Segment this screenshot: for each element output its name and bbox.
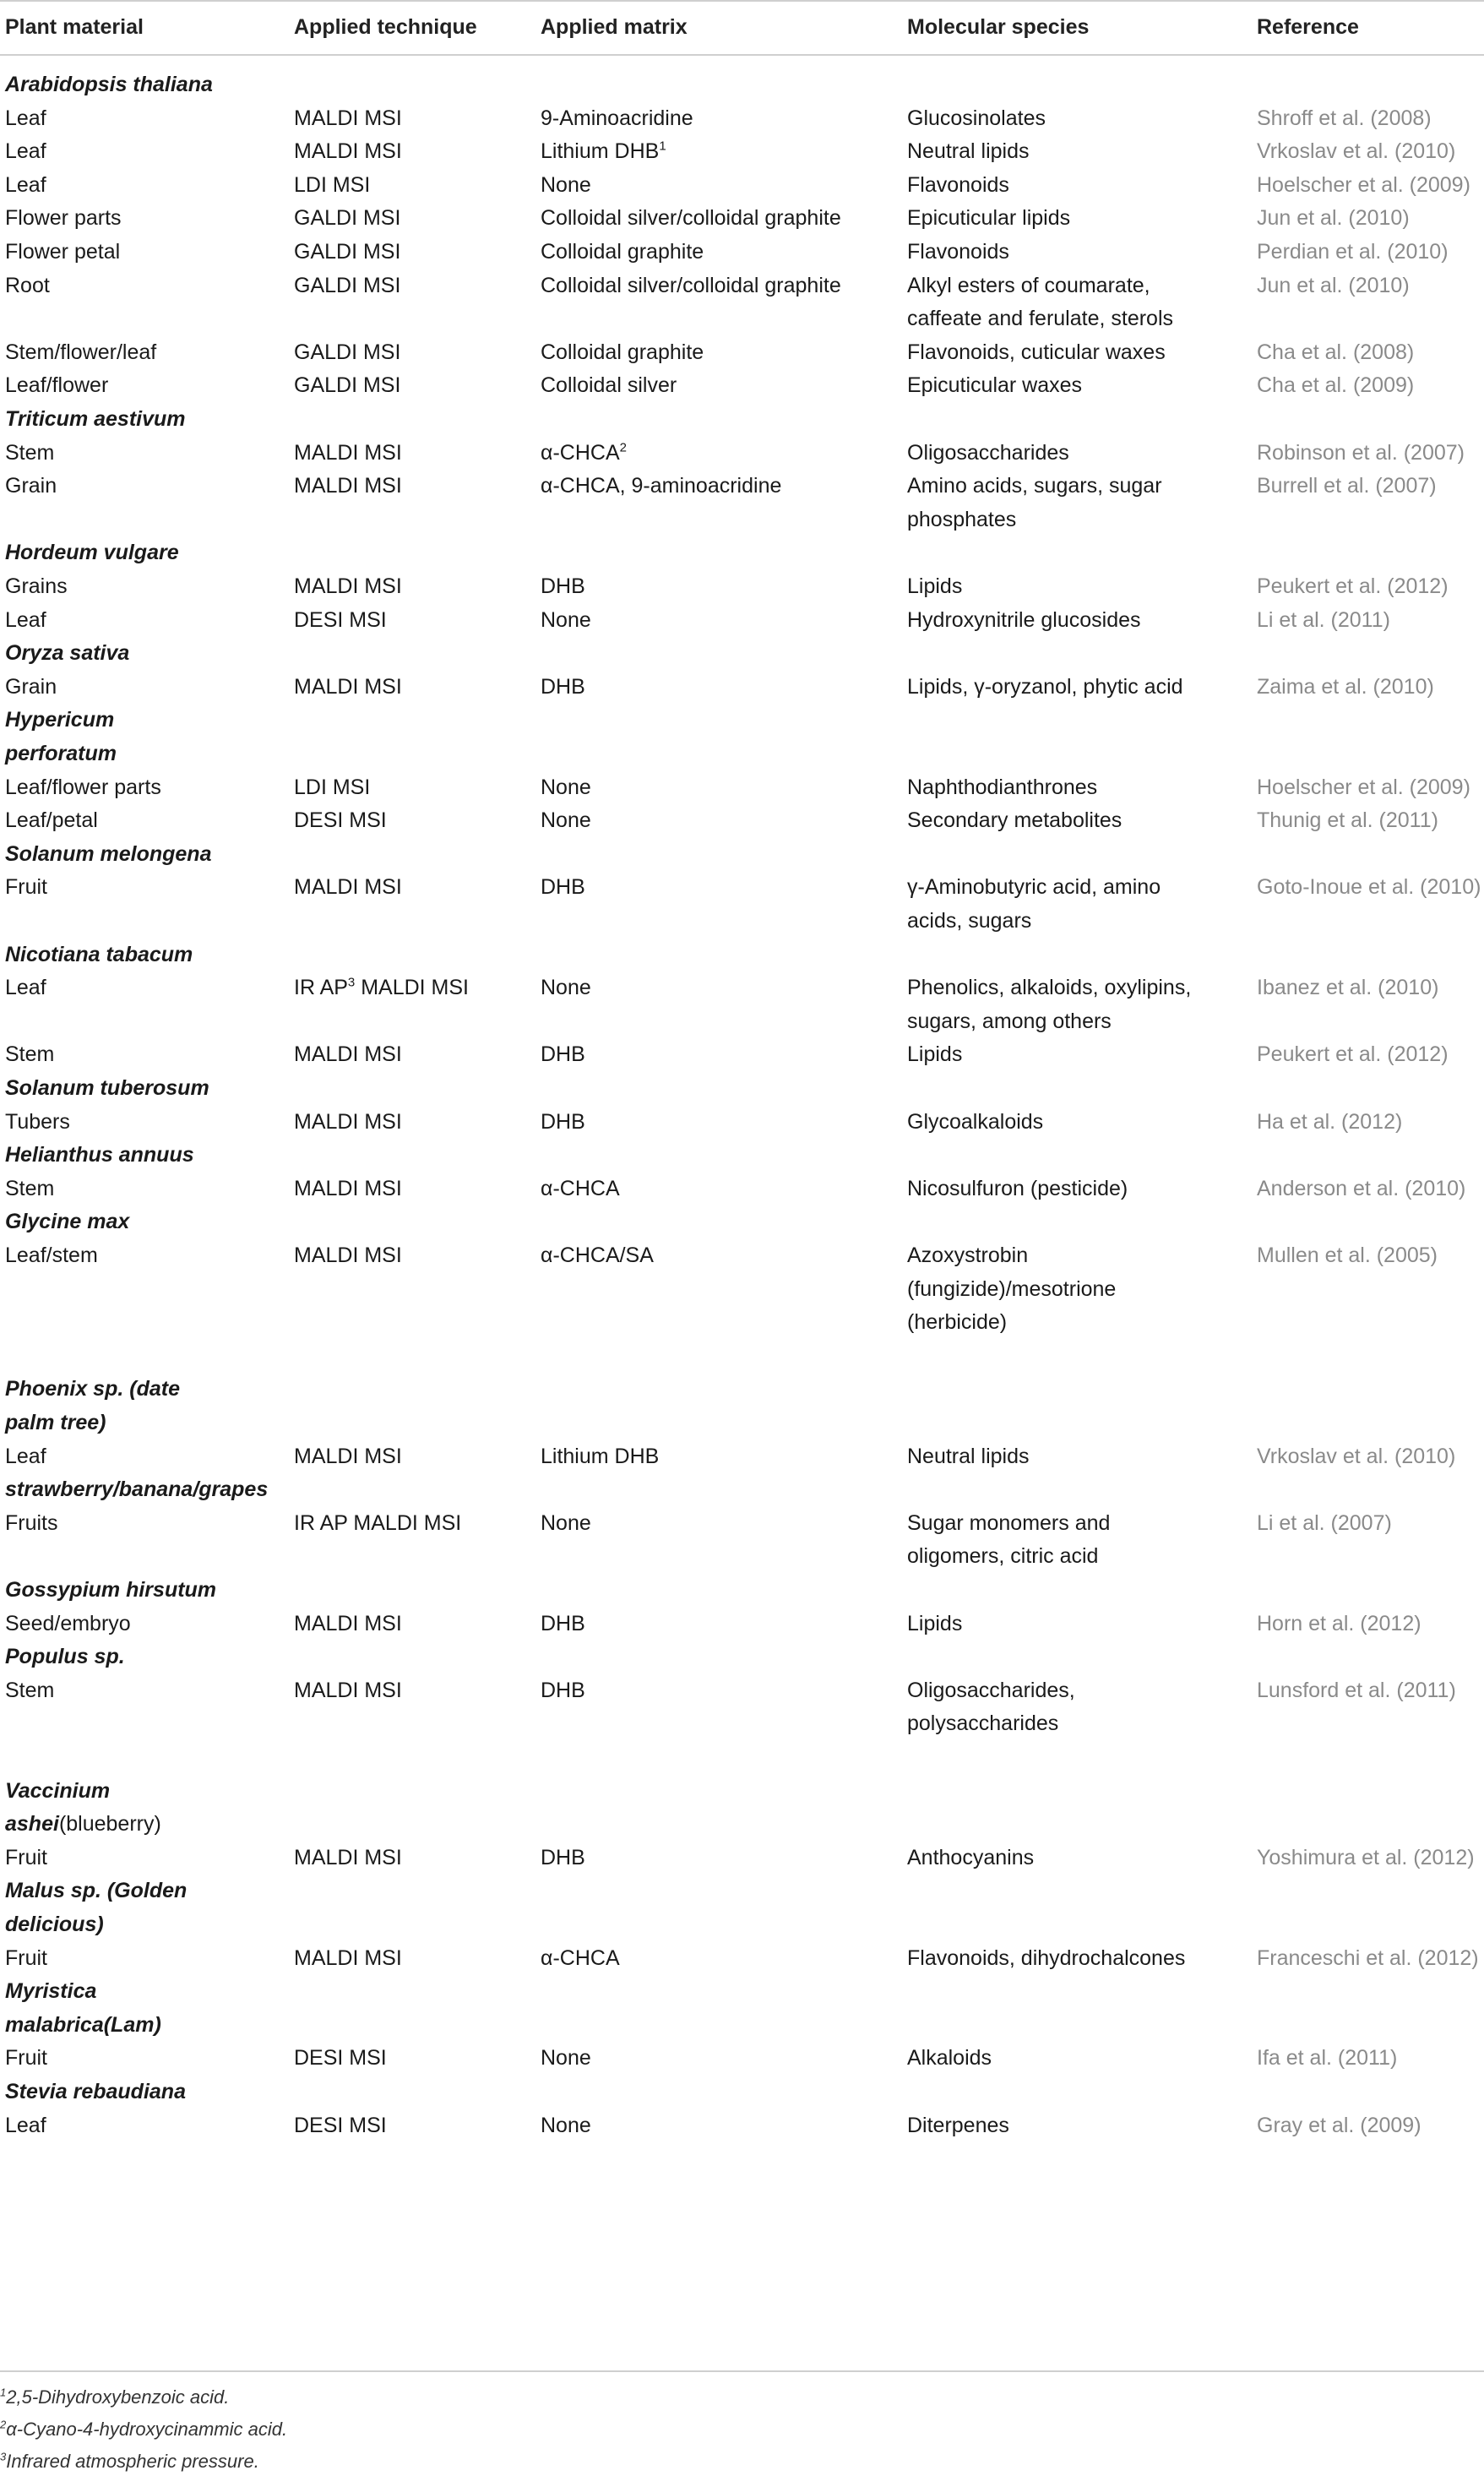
matrix-cell: 9-Aminoacridine: [541, 106, 693, 130]
matrix-cell: DHB: [541, 1611, 585, 1635]
species-cell: Azoxystrobin: [907, 1243, 1029, 1267]
footnote-text: α-Cyano-4-hydroxycinammic acid.: [6, 2419, 288, 2440]
plant-material-cell: Leaf: [5, 172, 46, 197]
reference-cell: Cha et al. (2009): [1257, 373, 1415, 398]
species-name: malabrica(Lam): [5, 2012, 161, 2037]
matrix-cell: DHB: [541, 1678, 585, 1702]
technique-cell: MALDI MSI: [294, 1945, 402, 1970]
species-heading: [5, 737, 117, 771]
species-cell: γ-Aminobutyric acid, amino: [907, 875, 1161, 900]
species-cell: Lipids: [907, 1611, 963, 1635]
table-bottom-rule: [0, 2370, 1484, 2372]
footnote-text: Infrared atmospheric pressure.: [6, 2451, 259, 2472]
reference-cell: Perdian et al. (2010): [1257, 240, 1449, 264]
plant-material-cell: Fruit: [5, 2046, 47, 2071]
reference-cell: Ibanez et al. (2010): [1257, 976, 1439, 1000]
reference-cell: Peukert et al. (2012): [1257, 574, 1449, 598]
species-heading: [5, 2009, 161, 2043]
matrix-cell: Colloidal graphite: [541, 340, 704, 364]
reference-cell: Li et al. (2011): [1257, 607, 1390, 632]
technique-cell: MALDI MSI: [294, 875, 402, 900]
plant-material-cell: Fruit: [5, 1945, 47, 1970]
matrix-cell: DHB: [541, 674, 585, 699]
plant-material-cell: Leaf/flower: [5, 373, 109, 398]
species-heading: [5, 2076, 186, 2109]
plant-material-cell: Leaf/flower parts: [5, 775, 161, 799]
species-cell: sugars, among others: [907, 1009, 1112, 1033]
technique-cell: MALDI MSI: [294, 1611, 402, 1635]
reference-cell: Shroff et al. (2008): [1257, 106, 1432, 130]
species-name: Phoenix sp. (date: [5, 1377, 180, 1401]
header-molecular-species: Molecular species: [907, 15, 1090, 39]
species-heading: [5, 1641, 125, 1674]
species-cell: Glycoalkaloids: [907, 1109, 1044, 1134]
species-cell: caffeate and ferulate, sterols: [907, 307, 1174, 331]
species-cell: Hydroxynitrile glucosides: [907, 607, 1141, 632]
header-plant-material: Plant material: [5, 15, 144, 39]
species-cell: Neutral lipids: [907, 1444, 1030, 1468]
matrix-cell: α-CHCA$^2$: [541, 440, 627, 465]
species-cell: Secondary metabolites: [907, 808, 1123, 833]
technique-cell: MALDI MSI: [294, 1042, 402, 1067]
species-heading: [5, 68, 213, 102]
species-heading: [5, 838, 211, 872]
plant-material-cell: Stem: [5, 440, 55, 465]
species-cell: Naphthodianthrones: [907, 775, 1098, 799]
matrix-cell: DHB: [541, 1845, 585, 1869]
reference-cell: Li et al. (2007): [1257, 1510, 1392, 1535]
technique-cell: MALDI MSI: [294, 1243, 402, 1267]
species-heading: [5, 939, 193, 972]
plant-material-cell: Grain: [5, 474, 57, 498]
species-name: ashei: [5, 1812, 59, 1837]
plant-material-cell: Stem/flower/leaf: [5, 340, 157, 364]
species-cell: Alkyl esters of coumarate,: [907, 273, 1150, 297]
species-heading: [5, 1473, 268, 1507]
species-cell: Flavonoids, dihydrochalcones: [907, 1945, 1186, 1970]
matrix-cell: None: [541, 172, 591, 197]
technique-cell: LDI MSI: [294, 172, 371, 197]
technique-cell: MALDI MSI: [294, 1109, 402, 1134]
matrix-cell: None: [541, 2046, 591, 2071]
species-heading: [5, 1373, 180, 1407]
technique-cell: GALDI MSI: [294, 240, 401, 264]
matrix-cell: α-CHCA: [541, 1945, 620, 1970]
technique-cell: GALDI MSI: [294, 273, 401, 297]
footnote: [0, 2386, 229, 2408]
species-name: Solanum melongena: [5, 841, 212, 866]
plant-material-cell: Stem: [5, 1176, 55, 1200]
species-cell: Lipids, γ-oryzanol, phytic acid: [907, 674, 1183, 699]
matrix-cell: None: [541, 808, 591, 833]
species-name: Gossypium hirsutum: [5, 1578, 217, 1602]
plant-material-cell: Leaf/stem: [5, 1243, 98, 1267]
species-common-name: (blueberry): [58, 1812, 161, 1837]
footnote-marker: 2: [619, 440, 627, 455]
species-cell: Diterpenes: [907, 2113, 1009, 2137]
reference-cell: Cha et al. (2008): [1257, 340, 1415, 364]
matrix-cell: None: [541, 775, 591, 799]
matrix-cell: Colloidal silver: [541, 373, 677, 398]
species-cell: polysaccharides: [907, 1711, 1059, 1736]
species-name: Malus sp. (Golden: [5, 1879, 188, 1903]
species-cell: Oligosaccharides,: [907, 1678, 1075, 1702]
species-cell: Epicuticular waxes: [907, 373, 1083, 398]
species-name: Oryza sativa: [5, 641, 130, 666]
species-heading: [5, 1808, 161, 1842]
species-name: delicious): [5, 1913, 104, 1936]
matrix-cell: DHB: [541, 574, 585, 598]
species-name: perforatum: [5, 742, 117, 765]
technique-cell: GALDI MSI: [294, 206, 401, 231]
species-heading: [5, 704, 114, 737]
plant-material-cell: Stem: [5, 1678, 55, 1702]
footnote: [0, 2419, 287, 2441]
technique-cell: DESI MSI: [294, 607, 387, 632]
species-heading: [5, 1139, 194, 1173]
reference-cell: Hoelscher et al. (2009): [1257, 172, 1470, 197]
species-cell: phosphates: [907, 507, 1017, 531]
species-cell: acids, sugars: [907, 909, 1032, 933]
reference-cell: Ifa et al. (2011): [1257, 2046, 1398, 2071]
reference-cell: Goto-Inoue et al. (2010): [1257, 875, 1481, 900]
technique-cell: MALDI MSI: [294, 1845, 402, 1869]
matrix-cell: None: [541, 976, 591, 1000]
matrix-cell: Colloidal graphite: [541, 240, 704, 264]
reference-cell: Peukert et al. (2012): [1257, 1042, 1449, 1067]
technique-cell: MALDI MSI: [294, 106, 402, 130]
matrix-cell: DHB: [541, 875, 585, 900]
species-cell: Alkaloids: [907, 2046, 992, 2071]
species-cell: Sugar monomers and: [907, 1510, 1111, 1535]
technique-cell: IR $AP^3$ MALDI MSI: [294, 975, 470, 1000]
matrix-cell: None: [541, 2113, 591, 2137]
reference-cell: Ha et al. (2012): [1257, 1109, 1403, 1134]
matrix-cell: Lithium DHB$^1$: [541, 139, 666, 164]
technique-cell: MALDI MSI: [294, 574, 402, 598]
matrix-cell: Colloidal silver/colloidal graphite: [541, 273, 841, 297]
species-name: Myristica: [5, 1979, 97, 2004]
plant-material-cell: Leaf: [5, 139, 46, 164]
plant-material-cell: Flower petal: [5, 240, 121, 264]
header-applied-matrix: Applied matrix: [541, 15, 688, 39]
species-heading: [5, 1574, 216, 1608]
reference-cell: Vrkoslav et al. (2010): [1257, 1444, 1456, 1468]
species-name: strawberry/banana/grapes: [5, 1477, 269, 1502]
reference-cell: Burrell et al. (2007): [1257, 474, 1437, 498]
footnote-marker: 1: [659, 139, 666, 154]
reference-cell: Hoelscher et al. (2009): [1257, 775, 1470, 799]
footnote-text: 2,5-Dihydroxybenzoic acid.: [6, 2386, 230, 2408]
plant-material-cell: Fruits: [5, 1510, 58, 1535]
plant-material-cell: Root: [5, 273, 50, 297]
plant-material-cell: Flower parts: [5, 206, 122, 231]
species-heading: [5, 637, 129, 671]
plant-material-cell: Tubers: [5, 1109, 70, 1134]
species-cell: Neutral lipids: [907, 139, 1030, 164]
species-cell: (herbicide): [907, 1310, 1008, 1335]
plant-material-cell: Leaf: [5, 976, 46, 1000]
plant-material-cell: Leaf: [5, 1444, 46, 1468]
species-cell: Anthocyanins: [907, 1845, 1035, 1869]
reference-cell: Thunig et al. (2011): [1257, 808, 1438, 833]
header-reference: Reference: [1257, 15, 1359, 39]
species-heading: [5, 1205, 129, 1239]
reference-cell: Anderson et al. (2010): [1257, 1176, 1466, 1200]
species-heading: [5, 1975, 96, 2009]
reference-cell: Lunsford et al. (2011): [1257, 1678, 1456, 1702]
matrix-cell: α-CHCA: [541, 1176, 620, 1200]
species-cell: Lipids: [907, 1042, 963, 1067]
header-applied-technique: Applied technique: [294, 15, 477, 39]
plant-material-cell: Leaf: [5, 2113, 46, 2137]
reference-cell: Zaima et al. (2010): [1257, 674, 1434, 699]
species-cell: Lipids: [907, 574, 963, 598]
species-cell: Amino acids, sugars, sugar: [907, 474, 1162, 498]
species-cell: Epicuticular lipids: [907, 206, 1071, 231]
footnote-mark: 2: [0, 2418, 7, 2431]
reference-cell: Mullen et al. (2005): [1257, 1243, 1438, 1267]
technique-cell: MALDI MSI: [294, 1176, 402, 1200]
technique-cell: DESI MSI: [294, 808, 387, 833]
footnote: [0, 2451, 259, 2473]
matrix-cell: α-CHCA/SA: [541, 1243, 654, 1267]
reference-cell: Vrkoslav et al. (2010): [1257, 139, 1456, 164]
matrix-cell: α-CHCA, 9-aminoacridine: [541, 474, 782, 498]
plant-material-cell: Stem: [5, 1042, 55, 1067]
species-cell: Phenolics, alkaloids, oxylipins,: [907, 976, 1192, 1000]
species-name: Nicotiana tabacum: [5, 942, 193, 966]
footnote-mark: 1: [0, 2386, 7, 2399]
species-name: Helianthus annuus: [5, 1143, 194, 1167]
species-name: Vaccinium: [5, 1778, 111, 1803]
reference-cell: Yoshimura et al. (2012): [1257, 1845, 1475, 1869]
species-cell: Flavonoids: [907, 240, 1009, 264]
technique-cell: MALDI MSI: [294, 139, 402, 164]
species-name: palm tree): [5, 1411, 106, 1434]
table-header: [0, 0, 1484, 56]
technique-cell: GALDI MSI: [294, 373, 401, 398]
matrix-cell: Colloidal silver/colloidal graphite: [541, 206, 841, 231]
reference-cell: Jun et al. (2010): [1257, 273, 1410, 297]
reference-cell: Jun et al. (2010): [1257, 206, 1410, 231]
species-name: Glycine max: [5, 1210, 130, 1234]
species-heading: [5, 1775, 110, 1809]
technique-cell: MALDI MSI: [294, 674, 402, 699]
technique-cell: IR AP MALDI MSI: [294, 1510, 462, 1535]
species-name: Triticum aestivum: [5, 407, 186, 431]
species-heading: [5, 1072, 209, 1106]
reference-cell: Horn et al. (2012): [1257, 1611, 1421, 1635]
matrix-cell: None: [541, 1510, 591, 1535]
plant-material-cell: Grains: [5, 574, 68, 598]
species-cell: Oligosaccharides: [907, 440, 1069, 465]
species-cell: Flavonoids: [907, 172, 1009, 197]
technique-cell: MALDI MSI: [294, 1444, 402, 1468]
reference-cell: Gray et al. (2009): [1257, 2113, 1421, 2137]
species-heading: [5, 1407, 106, 1440]
species-name: Hordeum vulgare: [5, 541, 179, 565]
species-cell: Flavonoids, cuticular waxes: [907, 340, 1166, 364]
plant-material-cell: Leaf: [5, 607, 46, 632]
species-name: Arabidopsis thaliana: [5, 73, 213, 96]
species-cell: (fungizide)/mesotrione: [907, 1276, 1117, 1301]
technique-cell: MALDI MSI: [294, 474, 402, 498]
reference-cell: Franceschi et al. (2012): [1257, 1945, 1479, 1970]
plant-material-cell: Fruit: [5, 875, 47, 900]
technique-cell: DESI MSI: [294, 2113, 387, 2137]
matrix-cell: DHB: [541, 1109, 585, 1134]
footnote-marker: 3: [347, 975, 356, 990]
plant-material-cell: Seed/embryo: [5, 1611, 131, 1635]
plant-material-cell: Leaf: [5, 106, 46, 130]
technique-cell: LDI MSI: [294, 775, 371, 799]
plant-material-cell: Fruit: [5, 1845, 47, 1869]
technique-cell: MALDI MSI: [294, 440, 402, 465]
species-heading: [5, 403, 186, 437]
species-heading: [5, 1875, 187, 1908]
plant-material-cell: Grain: [5, 674, 57, 699]
species-cell: Glucosinolates: [907, 106, 1046, 130]
matrix-cell: None: [541, 607, 591, 632]
technique-cell: DESI MSI: [294, 2046, 387, 2071]
species-cell: Nicosulfuron (pesticide): [907, 1176, 1128, 1200]
species-name: Stevia rebaudiana: [5, 2080, 186, 2103]
matrix-cell: DHB: [541, 1042, 585, 1067]
species-name: Hypericum: [5, 708, 115, 732]
reference-cell: Robinson et al. (2007): [1257, 440, 1465, 465]
matrix-cell: Lithium DHB: [541, 1444, 660, 1468]
species-name: Solanum tuberosum: [5, 1076, 209, 1100]
technique-cell: MALDI MSI: [294, 1678, 402, 1702]
species-cell: oligomers, citric acid: [907, 1544, 1099, 1569]
footnote-mark: 3: [0, 2450, 7, 2463]
species-name: Populus sp.: [5, 1645, 125, 1669]
species-heading: [5, 1908, 104, 1942]
technique-cell: GALDI MSI: [294, 340, 401, 364]
plant-material-cell: Leaf/petal: [5, 808, 98, 833]
species-heading: [5, 536, 179, 570]
